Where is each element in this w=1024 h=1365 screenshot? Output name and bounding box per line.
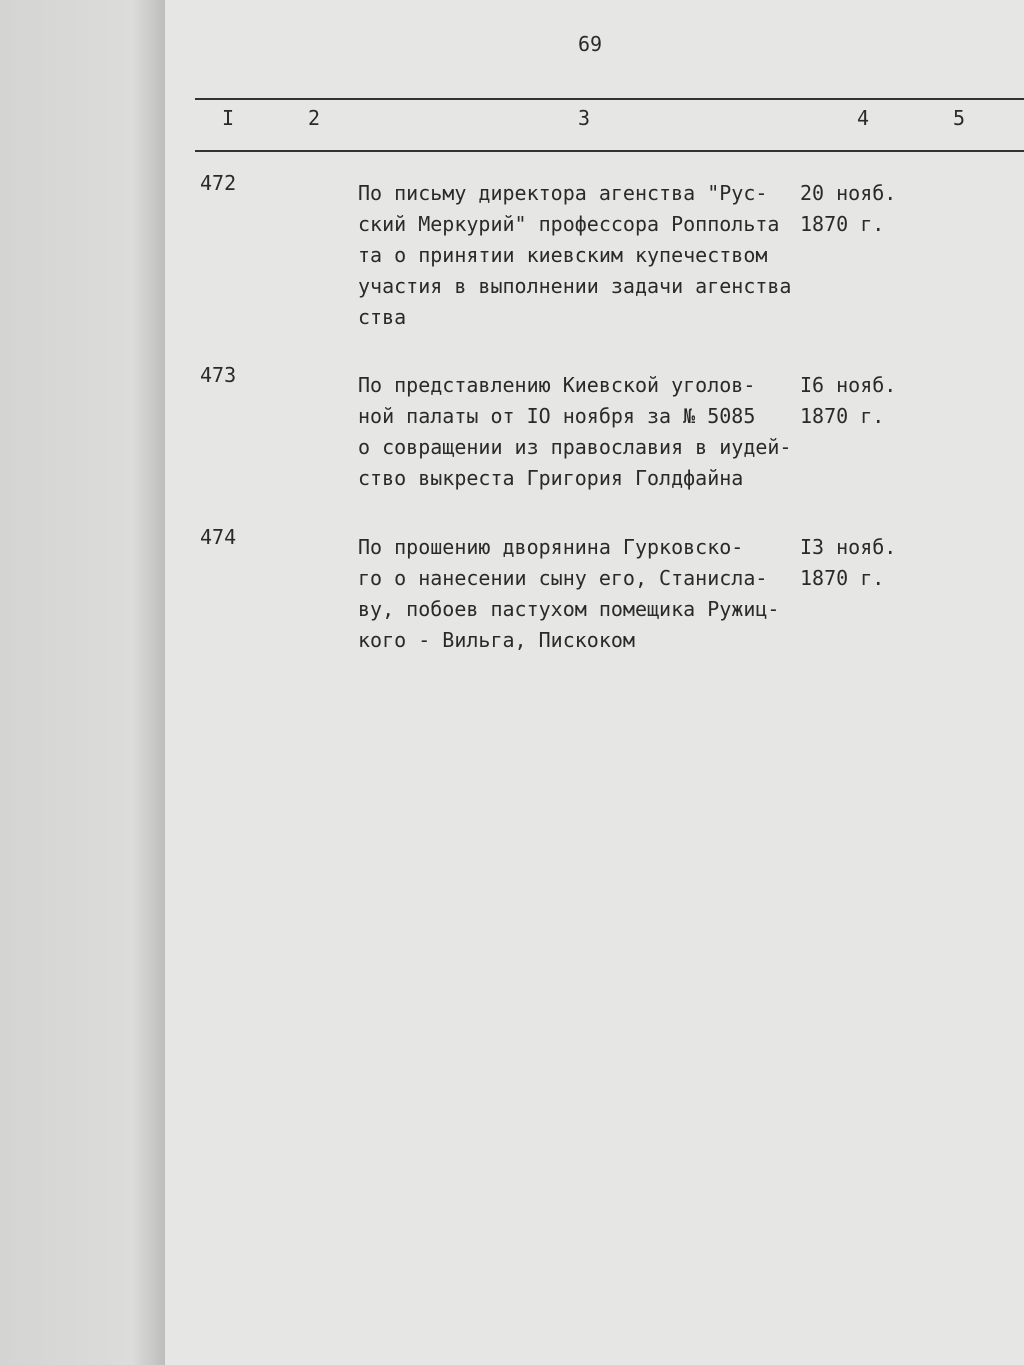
entry-description: По прошению дворянина Гурковско- го о нанесении сыну его, Станисла- ву, побоев пастухом помещика Ружиц- кого - Вильга, Пискоком — [358, 535, 780, 652]
entry-date: I3 нояб. 1870 г. — [800, 535, 897, 590]
entry-number: 473 — [200, 363, 237, 387]
header-top-rule — [195, 98, 1024, 100]
header-col-1: I — [222, 106, 235, 130]
entry-date: 20 нояб. 1870 г. — [800, 181, 897, 236]
page-number: 69 — [578, 32, 603, 56]
header-bottom-rule — [195, 150, 1024, 152]
header-col-4: 4 — [857, 106, 870, 130]
entry-date: I6 нояб. 1870 г. — [800, 373, 897, 428]
entry-number: 474 — [200, 525, 237, 549]
header-col-5: 5 — [953, 106, 966, 130]
entry-description: По представлению Киевской уголов- ной палаты от IO ноября за № 5085 о совращении из православия в иудей- ство выкреста Григория Голдфайна — [358, 373, 792, 490]
entry-description: По письму директора агенства "Рус- ский Меркурий" профессора Роппольта та о принятии киевским купечеством участия в выполнении задачи агенства ства — [358, 181, 792, 329]
header-col-2: 2 — [308, 106, 321, 130]
previous-page-edge — [0, 0, 165, 1365]
header-col-3: 3 — [578, 106, 591, 130]
entry-number: 472 — [200, 171, 237, 195]
